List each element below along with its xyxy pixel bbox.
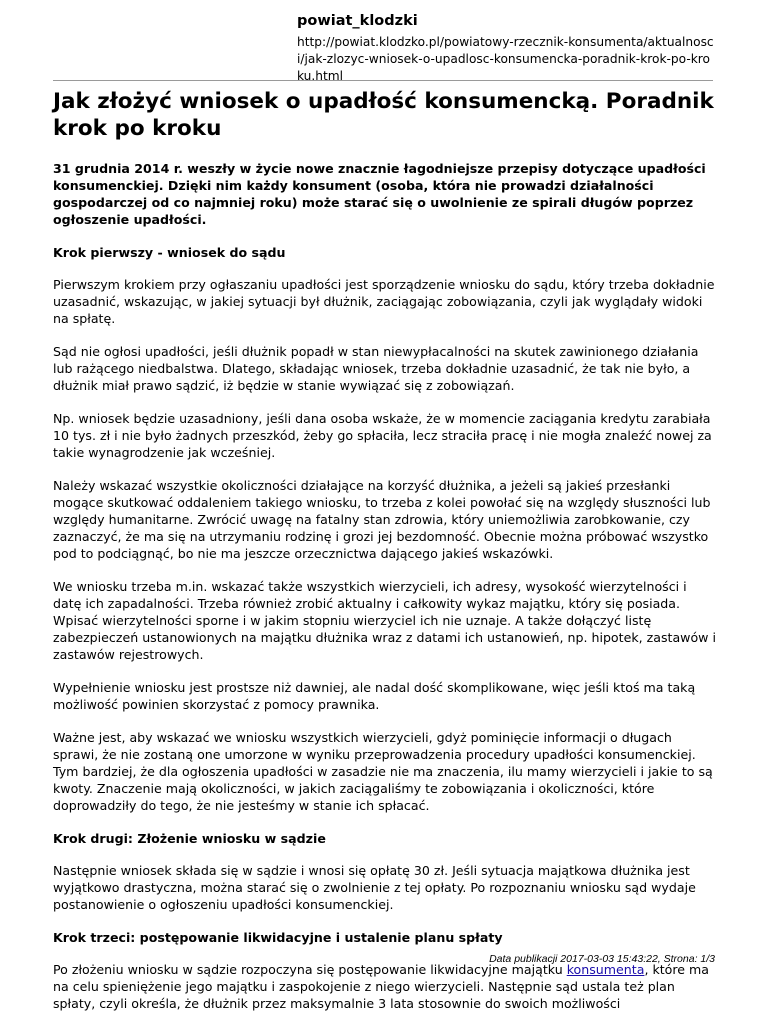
article-title: Jak złożyć wniosek o upadłość konsumencką. Poradnik krok po kroku — [53, 89, 714, 141]
paragraph: Np. wniosek będzie uzasadniony, jeśli dana osoba wskaże, że w momencie zaciągania kredytu zarabiała 10 tys. zł i nie było żadnych przeszkód, żeby go spłaciła, lecz straciła pracę i nie mogła znaleźć nowej za takie wynagrodzenie jak wcześniej. — [53, 411, 712, 460]
konsument-link[interactable]: konsumenta — [566, 962, 645, 977]
section-heading-step-3: Krok trzeci: postępowanie likwidacyjne i ustalenie planu spłaty — [53, 930, 503, 945]
paragraph: We wniosku trzeba m.in. wskazać także wszystkich wierzycieli, ich adresy, wysokość wierzytelności i datę ich zapadalności. Trzeba również zrobić aktualny i całkowity wykaz majątku, który się posiada. Wpisać wierzytelności sporne i w jakim stopniu wierzyciel ich nie uznaje. A także dołączyć listę zabezpieczeń ustanowionych na majątku dłużnika wraz z datami ich ustanowień, np. hipotek, zastawów i zastawów rejestrowych. — [53, 579, 716, 662]
paragraph: Należy wskazać wszystkie okoliczności działające na korzyść dłużnika, a jeżeli są jakieś przesłanki mogące skutkować oddaleniem takiego wniosku, to trzeba z kolei powołać się na względy słuszności lub względy humanitarne. Zwrócić uwagę na fatalny stan zdrowia, który uniemożliwia zarobkowanie, czy zaznaczyć, że ma się na utrzymaniu rodzinę i grozi jej bezdomność. Obecnie można próbować wszystko pod to podciągnąć, bo nie ma jeszcze orzecznictwa dającego jakieś wskazówki. — [53, 478, 711, 561]
paragraph — [53, 961, 716, 1012]
page-footer: Data publikacji 2017-03-03 15:43:22, Strona: 1/3 — [489, 953, 715, 965]
header-divider — [53, 80, 713, 81]
paragraph-text-end: , które ma na celu spieniężenie jego majątku i zaspokojenie z niego wierzycieli. Następnie sąd ustala też plan spłaty, czyli określa, że dłużnik przez maksymalnie 3 lata stosownie do swoich możliwości — [53, 962, 710, 1011]
section-heading-step-2: Krok drugi: Złożenie wniosku w sądzie — [53, 831, 326, 846]
paragraph: Wypełnienie wniosku jest prostsze niż dawniej, ale nadal dość skomplikowane, więc jeśli ktoś ma taką możliwość powinien skorzystać z pomocy prawnika. — [53, 680, 696, 712]
paragraph-text-start: Po złożeniu wniosku w sądzie rozpoczyna się postępowanie likwidacyjne majątku — [53, 962, 567, 977]
paragraph: Następnie wniosek składa się w sądzie i wnosi się opłatę 30 zł. Jeśli sytuacja majątkowa dłużnika jest wyjątkowo drastyczna, można starać się o zwolnienie z tej opłaty. Po rozpoznaniu wniosku sąd wydaje postanowienie o ogłoszeniu upadłości konsumenckiej. — [53, 863, 696, 912]
section-heading-step-1: Krok pierwszy - wniosek do sądu — [53, 245, 286, 260]
paragraph: Ważne jest, aby wskazać we wniosku wszystkich wierzycieli, gdyż pominięcie informacji o długach sprawi, że nie zostaną one umorzone w wyniku przeprowadzenia procedury upadłości konsumenckiej. Tym bardziej, że dla ogłoszenia upadłości w zasadzie nie ma znaczenia, ilu mamy wierzycieli i jakie to są kwoty. Znaczenie mają okoliczności, w jakich zaciągaliśmy te zobowiązania i okoliczności, które doprowadziły do tego, że nie jesteśmy w stanie ich spłacać. — [53, 730, 713, 813]
source-url: http://powiat.klodzko.pl/powiatowy-rzecznik-konsumenta/aktualnosci/jak-zlozyc-wniosek-o-upadlosc-konsumencka-poradnik-krok-po-kroku.html — [297, 35, 714, 83]
paragraph: Sąd nie ogłosi upadłości, jeśli dłużnik popadł w stan niewypłacalności na skutek zawinionego działania lub rażącego niedbalstwa. Dlatego, składając wniosek, trzeba dokładnie uzasadnić, że tak nie było, a dłużnik miał prawo sądzić, iż będzie w stanie wywiązać się z zobowiązań. — [53, 344, 699, 393]
site-name: powiat_klodzki — [297, 13, 418, 29]
article-body — [53, 88, 716, 1028]
page-header — [297, 11, 715, 85]
article-lead: 31 grudnia 2014 r. weszły w życie nowe znacznie łagodniejsze przepisy dotyczące upadłości konsumenckiej. Dzięki nim każdy konsument (osoba, która nie prowadzi działalności gospodarczej od co najmniej roku) może starać się o uwolnienie ze spirali długów poprzez ogłoszenie upadłości. — [53, 161, 706, 227]
paragraph: Pierwszym krokiem przy ogłaszaniu upadłości jest sporządzenie wniosku do sądu, który trzeba dokładnie uzasadnić, wskazując, w jakiej sytuacji był dłużnik, zaciągając zobowiązania, czyli jak wyglądały widoki na spłatę. — [53, 277, 715, 326]
